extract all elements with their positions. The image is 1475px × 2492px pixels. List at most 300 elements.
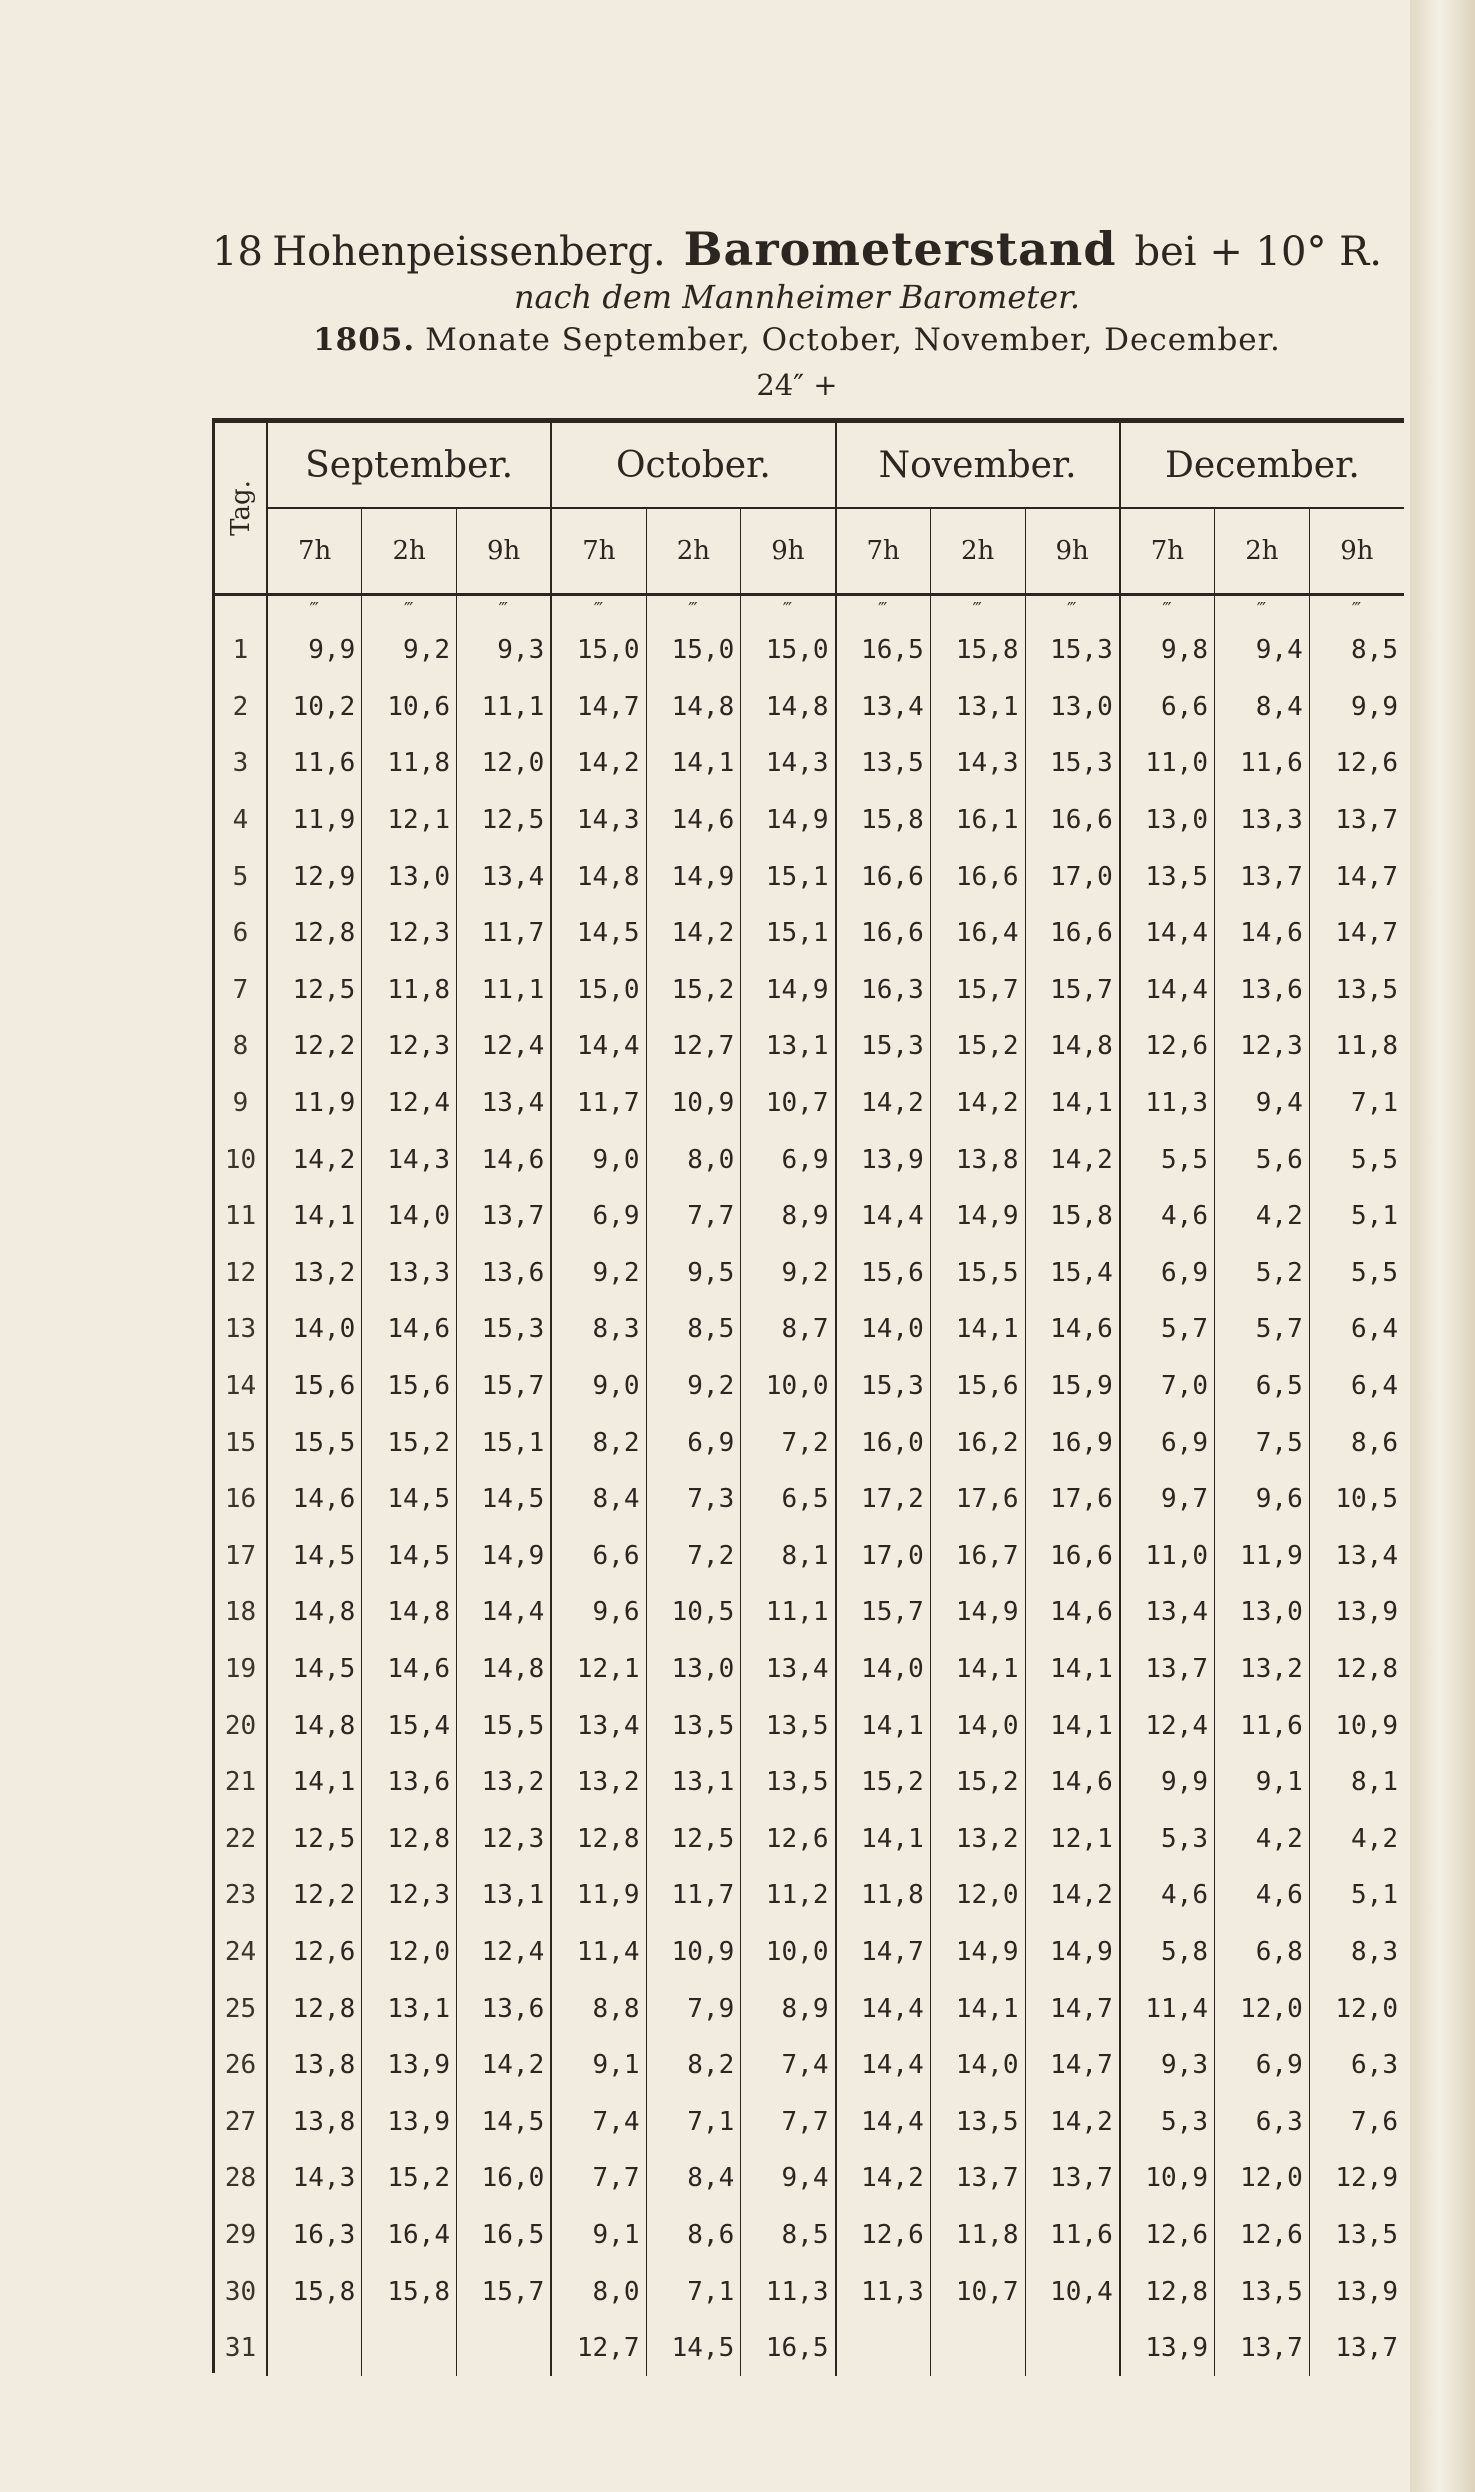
pressure-value: 15,3 — [1025, 735, 1120, 792]
pressure-value: 12,1 — [1025, 1810, 1120, 1867]
pressure-value: 12,8 — [1309, 1641, 1404, 1698]
pressure-value: 14,9 — [1025, 1924, 1120, 1981]
pressure-value: 9,2 — [362, 622, 457, 679]
pressure-value: 9,9 — [1309, 679, 1404, 736]
pressure-value: 13,9 — [836, 1131, 931, 1188]
table-row — [215, 1641, 1404, 1698]
day-number: 6 — [232, 918, 249, 949]
pressure-value: 14,2 — [267, 1131, 362, 1188]
pressure-value: 13,9 — [1309, 1584, 1404, 1641]
pressure-value: 4,6 — [1120, 1188, 1215, 1245]
pressure-value: 15,8 — [362, 2263, 457, 2320]
pressure-value: 14,1 — [836, 1810, 931, 1867]
pressure-value: 14,9 — [741, 962, 836, 1019]
pressure-value: 14,4 — [1120, 905, 1215, 962]
pressure-value: 14,4 — [836, 2037, 931, 2094]
pressure-value: 13,4 — [457, 1075, 552, 1132]
pressure-value: 14,2 — [1025, 1131, 1120, 1188]
table-row — [215, 2263, 1404, 2320]
month-header: November. — [836, 423, 1120, 508]
pressure-value: 15,3 — [836, 1018, 931, 1075]
pressure-value: 14,6 — [646, 792, 741, 849]
pressure-value: 12,5 — [646, 1810, 741, 1867]
day-number: 15 — [224, 1427, 257, 1458]
pressure-value: 15,1 — [741, 848, 836, 905]
hour-header: 9h — [1309, 508, 1404, 595]
pressure-value: 7,0 — [1120, 1358, 1215, 1415]
pressure-value — [457, 2320, 552, 2377]
pressure-value: 12,4 — [362, 1075, 457, 1132]
pressure-value: 16,3 — [267, 2207, 362, 2264]
pressure-value: 11,8 — [362, 962, 457, 1019]
pressure-value: 14,7 — [1309, 905, 1404, 962]
pressure-value: 12,6 — [267, 1924, 362, 1981]
day-number: 12 — [224, 1257, 257, 1288]
pressure-value: 8,1 — [741, 1528, 836, 1585]
pressure-value: 13,5 — [741, 1754, 836, 1811]
pressure-value: 10,5 — [646, 1584, 741, 1641]
pressure-value: 13,0 — [646, 1641, 741, 1698]
pressure-value: 13,7 — [457, 1188, 552, 1245]
pressure-value: 10,6 — [362, 679, 457, 736]
pressure-value: 8,6 — [1309, 1414, 1404, 1471]
period-line — [212, 322, 1382, 358]
pressure-value: 14,2 — [930, 1075, 1025, 1132]
pressure-value: 16,6 — [1025, 792, 1120, 849]
pressure-value: 13,7 — [1215, 2320, 1310, 2377]
pressure-value: 14,8 — [646, 679, 741, 736]
pressure-value: 12,7 — [551, 2320, 646, 2377]
pressure-value: 4,2 — [1215, 1810, 1310, 1867]
pressure-value: 12,1 — [362, 792, 457, 849]
pressure-value: 4,2 — [1309, 1810, 1404, 1867]
pressure-value: 6,5 — [1215, 1358, 1310, 1415]
pressure-value: 5,1 — [1309, 1867, 1404, 1924]
pressure-value: 9,6 — [1215, 1471, 1310, 1528]
pressure-value: 13,8 — [267, 2037, 362, 2094]
pressure-value: 4,6 — [1215, 1867, 1310, 1924]
day-number: 9 — [232, 1088, 249, 1119]
day-number: 1 — [232, 635, 249, 666]
pressure-value: 14,7 — [551, 679, 646, 736]
day-number: 18 — [224, 1597, 257, 1628]
table-row — [215, 1528, 1404, 1585]
pressure-value: 16,5 — [741, 2320, 836, 2377]
pressure-value: 5,5 — [1120, 1131, 1215, 1188]
pressure-value: 7,4 — [741, 2037, 836, 2094]
pressure-value: 8,5 — [646, 1301, 741, 1358]
unit-mark: ‴ — [457, 595, 552, 623]
pressure-value: 16,4 — [930, 905, 1025, 962]
hour-header: 9h — [1025, 508, 1120, 595]
pressure-value: 14,4 — [551, 1018, 646, 1075]
pressure-value: 14,0 — [267, 1301, 362, 1358]
pressure-value: 14,7 — [1025, 2037, 1120, 2094]
pressure-value: 8,3 — [551, 1301, 646, 1358]
pressure-value: 7,3 — [646, 1471, 741, 1528]
pressure-value: 14,5 — [362, 1528, 457, 1585]
pressure-value: 13,5 — [646, 1697, 741, 1754]
table-row — [215, 2207, 1404, 2264]
pressure-value: 14,6 — [1025, 1754, 1120, 1811]
pressure-value: 15,0 — [741, 622, 836, 679]
table-row — [215, 1754, 1404, 1811]
pressure-value: 5,3 — [1120, 1810, 1215, 1867]
pressure-value: 14,1 — [1025, 1641, 1120, 1698]
pressure-value: 13,9 — [362, 2093, 457, 2150]
pressure-value: 13,1 — [930, 679, 1025, 736]
pressure-value: 14,3 — [930, 735, 1025, 792]
day-number: 16 — [224, 1484, 257, 1515]
pressure-value: 12,8 — [267, 905, 362, 962]
pressure-value: 10,0 — [741, 1358, 836, 1415]
pressure-value: 16,9 — [1025, 1414, 1120, 1471]
pressure-value: 6,4 — [1309, 1358, 1404, 1415]
pressure-value: 9,9 — [1120, 1754, 1215, 1811]
pressure-value: 5,7 — [1120, 1301, 1215, 1358]
day-number: 24 — [224, 1936, 257, 1967]
pressure-value: 4,2 — [1215, 1188, 1310, 1245]
unit-mark: ‴ — [362, 595, 457, 623]
pressure-value: 6,9 — [1120, 1245, 1215, 1302]
pressure-value: 8,7 — [741, 1301, 836, 1358]
pressure-value: 14,2 — [836, 2150, 931, 2207]
pressure-value: 14,3 — [267, 2150, 362, 2207]
pressure-value: 13,5 — [1215, 2263, 1310, 2320]
table-row — [215, 1980, 1404, 2037]
pressure-value: 14,1 — [267, 1754, 362, 1811]
year: 1805. — [313, 322, 416, 358]
pressure-value: 14,8 — [267, 1697, 362, 1754]
table-row — [215, 1924, 1404, 1981]
pressure-value: 8,8 — [551, 1980, 646, 2037]
pressure-value: 12,5 — [457, 792, 552, 849]
pressure-value: 15,2 — [362, 1414, 457, 1471]
pressure-value: 13,4 — [1120, 1584, 1215, 1641]
pressure-value: 13,3 — [362, 1245, 457, 1302]
pressure-value: 14,8 — [551, 848, 646, 905]
pressure-value: 13,7 — [1120, 1641, 1215, 1698]
day-number: 7 — [232, 974, 249, 1005]
pressure-value: 14,1 — [836, 1697, 931, 1754]
pressure-value: 6,9 — [551, 1188, 646, 1245]
pressure-value: 12,4 — [1120, 1697, 1215, 1754]
pressure-value: 15,6 — [267, 1358, 362, 1415]
pressure-value: 11,1 — [741, 1584, 836, 1641]
pressure-value: 16,1 — [930, 792, 1025, 849]
pressure-value: 9,5 — [646, 1245, 741, 1302]
page-edge — [1410, 0, 1475, 2492]
pressure-value: 15,9 — [1025, 1358, 1120, 1415]
pressure-value: 12,8 — [1120, 2263, 1215, 2320]
pressure-value: 6,3 — [1215, 2093, 1310, 2150]
pressure-value: 10,9 — [1309, 1697, 1404, 1754]
pressure-value: 12,6 — [1120, 1018, 1215, 1075]
pressure-value: 11,8 — [930, 2207, 1025, 2264]
pressure-value: 7,7 — [646, 1188, 741, 1245]
pressure-value: 9,3 — [1120, 2037, 1215, 2094]
pressure-value: 14,5 — [267, 1641, 362, 1698]
pressure-value: 11,7 — [646, 1867, 741, 1924]
pressure-value: 12,0 — [362, 1924, 457, 1981]
month-header: October. — [551, 423, 835, 508]
day-number: 10 — [224, 1144, 257, 1175]
pressure-value: 9,3 — [457, 622, 552, 679]
pressure-value: 14,4 — [836, 1188, 931, 1245]
pressure-value: 15,2 — [646, 962, 741, 1019]
pressure-value: 14,5 — [646, 2320, 741, 2377]
pressure-value: 15,8 — [930, 622, 1025, 679]
pressure-value: 14,2 — [457, 2037, 552, 2094]
hour-header: 7h — [1120, 508, 1215, 595]
pressure-value: 17,2 — [836, 1471, 931, 1528]
unit-mark: ‴ — [646, 595, 741, 623]
pressure-value: 14,6 — [1025, 1301, 1120, 1358]
pressure-value: 12,6 — [1215, 2207, 1310, 2264]
pressure-value: 11,9 — [267, 792, 362, 849]
pressure-value: 6,6 — [551, 1528, 646, 1585]
pressure-value: 9,6 — [551, 1584, 646, 1641]
day-number: 22 — [224, 1823, 257, 1854]
pressure-value: 5,6 — [1215, 1131, 1310, 1188]
pressure-value: 12,3 — [1215, 1018, 1310, 1075]
table-row — [215, 679, 1404, 736]
pressure-value: 11,3 — [836, 2263, 931, 2320]
table-row — [215, 1697, 1404, 1754]
pressure-value: 14,8 — [457, 1641, 552, 1698]
day-number: 14 — [224, 1371, 257, 1402]
pressure-value: 14,1 — [1025, 1697, 1120, 1754]
pressure-value: 17,0 — [1025, 848, 1120, 905]
pressure-value: 10,9 — [1120, 2150, 1215, 2207]
pressure-value: 12,7 — [646, 1018, 741, 1075]
pressure-value: 14,6 — [1215, 905, 1310, 962]
pressure-value: 12,0 — [457, 735, 552, 792]
pressure-value: 9,1 — [1215, 1754, 1310, 1811]
unit-mark: ‴ — [930, 595, 1025, 623]
pressure-value: 13,5 — [1309, 962, 1404, 1019]
pressure-value: 14,9 — [930, 1924, 1025, 1981]
unit-mark: ‴ — [741, 595, 836, 623]
hour-header: 2h — [930, 508, 1025, 595]
pressure-value: 11,6 — [1025, 2207, 1120, 2264]
pressure-value: 14,5 — [551, 905, 646, 962]
pressure-value: 16,2 — [930, 1414, 1025, 1471]
pressure-value: 14,2 — [1025, 2093, 1120, 2150]
pressure-value — [267, 2320, 362, 2377]
page-number: 18 — [212, 229, 263, 275]
pressure-value: 5,5 — [1309, 1131, 1404, 1188]
pressure-value: 9,2 — [741, 1245, 836, 1302]
pressure-value: 9,4 — [1215, 622, 1310, 679]
pressure-value: 11,7 — [551, 1075, 646, 1132]
pressure-value: 16,5 — [836, 622, 931, 679]
table-row — [215, 1358, 1404, 1415]
pressure-value: 14,0 — [836, 1301, 931, 1358]
pressure-value: 15,3 — [457, 1301, 552, 1358]
pressure-value: 15,4 — [1025, 1245, 1120, 1302]
pressure-value: 12,9 — [267, 848, 362, 905]
day-header: Tag. — [215, 423, 267, 595]
table-row — [215, 1245, 1404, 1302]
day-number: 29 — [224, 2219, 257, 2250]
day-number: 4 — [232, 805, 249, 836]
pressure-value: 14,6 — [267, 1471, 362, 1528]
pressure-value: 15,6 — [836, 1245, 931, 1302]
pressure-value: 6,9 — [1120, 1414, 1215, 1471]
pressure-value: 8,9 — [741, 1188, 836, 1245]
pressure-value: 14,3 — [551, 792, 646, 849]
pressure-value: 6,9 — [741, 1131, 836, 1188]
pressure-value: 15,8 — [1025, 1188, 1120, 1245]
day-number: 26 — [224, 2050, 257, 2081]
day-number: 2 — [232, 691, 249, 722]
pressure-value: 14,1 — [1025, 1075, 1120, 1132]
pressure-value: 13,1 — [741, 1018, 836, 1075]
pressure-value: 13,8 — [930, 1131, 1025, 1188]
pressure-value: 6,9 — [646, 1414, 741, 1471]
pressure-value: 14,3 — [362, 1131, 457, 1188]
pressure-value: 7,9 — [646, 1980, 741, 2037]
pressure-value: 12,5 — [267, 962, 362, 1019]
pressure-value: 5,5 — [1309, 1245, 1404, 1302]
pressure-value: 10,0 — [741, 1924, 836, 1981]
pressure-value: 14,0 — [836, 1641, 931, 1698]
pressure-value: 14,2 — [551, 735, 646, 792]
pressure-value: 13,0 — [1215, 1584, 1310, 1641]
pressure-value: 7,7 — [551, 2150, 646, 2207]
table-row — [215, 1584, 1404, 1641]
pressure-value: 9,1 — [551, 2207, 646, 2264]
pressure-value: 15,2 — [930, 1754, 1025, 1811]
table-row — [215, 1471, 1404, 1528]
pressure-value: 13,5 — [1309, 2207, 1404, 2264]
pressure-value: 13,2 — [930, 1810, 1025, 1867]
day-number: 17 — [224, 1540, 257, 1571]
hour-header: 7h — [551, 508, 646, 595]
pressure-value: 17,6 — [930, 1471, 1025, 1528]
pressure-value: 15,7 — [457, 1358, 552, 1415]
hour-header: 7h — [836, 508, 931, 595]
pressure-value: 14,2 — [1025, 1867, 1120, 1924]
pressure-value: 11,8 — [362, 735, 457, 792]
pressure-value: 8,0 — [646, 1131, 741, 1188]
pressure-value: 13,7 — [1309, 2320, 1404, 2377]
pressure-value: 11,4 — [551, 1924, 646, 1981]
pressure-value: 12,0 — [1215, 1980, 1310, 2037]
table-row — [215, 2150, 1404, 2207]
pressure-value: 14,4 — [836, 2093, 931, 2150]
pressure-value: 13,6 — [1215, 962, 1310, 1019]
pressure-value: 13,2 — [457, 1754, 552, 1811]
pressure-value: 7,2 — [741, 1414, 836, 1471]
table-row — [215, 792, 1404, 849]
pressure-value: 7,7 — [741, 2093, 836, 2150]
pressure-value: 15,3 — [836, 1358, 931, 1415]
pressure-value: 8,2 — [646, 2037, 741, 2094]
pressure-value: 15,0 — [646, 622, 741, 679]
table-row — [215, 2093, 1404, 2150]
pressure-value: 9,0 — [551, 1131, 646, 1188]
pressure-value: 6,4 — [1309, 1301, 1404, 1358]
pressure-value: 13,1 — [457, 1867, 552, 1924]
pressure-value: 14,4 — [457, 1584, 552, 1641]
pressure-value: 17,6 — [1025, 1471, 1120, 1528]
pressure-value: 13,9 — [1309, 2263, 1404, 2320]
pressure-value: 15,6 — [930, 1358, 1025, 1415]
table-row — [215, 622, 1404, 679]
pressure-value: 14,4 — [836, 1980, 931, 2037]
pressure-value: 15,7 — [1025, 962, 1120, 1019]
pressure-value: 15,8 — [836, 792, 931, 849]
pressure-value: 9,7 — [1120, 1471, 1215, 1528]
pressure-value: 14,0 — [930, 2037, 1025, 2094]
table-row — [215, 2320, 1404, 2377]
pressure-value: 9,9 — [267, 622, 362, 679]
pressure-value: 14,0 — [930, 1697, 1025, 1754]
pressure-value: 16,6 — [1025, 1528, 1120, 1585]
pressure-value: 13,0 — [362, 848, 457, 905]
pressure-value: 13,6 — [362, 1754, 457, 1811]
pressure-value: 14,5 — [457, 2093, 552, 2150]
pressure-value: 8,6 — [646, 2207, 741, 2264]
pressure-value: 9,4 — [741, 2150, 836, 2207]
pressure-value: 8,4 — [1215, 679, 1310, 736]
pressure-value: 10,2 — [267, 679, 362, 736]
pressure-value: 12,3 — [362, 1018, 457, 1075]
pressure-value: 11,6 — [1215, 735, 1310, 792]
unit-mark: ‴ — [1120, 595, 1215, 623]
pressure-value: 16,6 — [930, 848, 1025, 905]
pressure-value: 16,6 — [1025, 905, 1120, 962]
pressure-value: 12,2 — [267, 1867, 362, 1924]
table-row — [215, 1131, 1404, 1188]
unit-mark: ‴ — [267, 595, 362, 623]
pressure-value: 13,7 — [1309, 792, 1404, 849]
day-number: 20 — [224, 1710, 257, 1741]
pressure-value: 6,3 — [1309, 2037, 1404, 2094]
pressure-value: 8,9 — [741, 1980, 836, 2037]
unit-mark: ‴ — [551, 595, 646, 623]
pressure-value: 13,2 — [551, 1754, 646, 1811]
pressure-value: 8,4 — [646, 2150, 741, 2207]
pressure-value: 16,3 — [836, 962, 931, 1019]
pressure-value: 14,7 — [1025, 1980, 1120, 2037]
pressure-value: 16,4 — [362, 2207, 457, 2264]
pressure-value: 12,1 — [551, 1641, 646, 1698]
table-row — [215, 1414, 1404, 1471]
pressure-value: 13,1 — [646, 1754, 741, 1811]
pressure-value: 11,9 — [267, 1075, 362, 1132]
pressure-value: 7,4 — [551, 2093, 646, 2150]
pressure-value: 16,0 — [836, 1414, 931, 1471]
pressure-value: 16,6 — [836, 848, 931, 905]
pressure-value — [930, 2320, 1025, 2377]
base-value: 24″ + — [756, 368, 838, 402]
pressure-value: 14,9 — [457, 1528, 552, 1585]
table-row — [215, 1301, 1404, 1358]
pressure-value: 12,5 — [267, 1810, 362, 1867]
pressure-value: 14,6 — [362, 1641, 457, 1698]
pressure-value: 15,5 — [457, 1697, 552, 1754]
pressure-value: 7,1 — [646, 2263, 741, 2320]
pressure-value: 12,4 — [457, 1924, 552, 1981]
pressure-value: 13,3 — [1215, 792, 1310, 849]
pressure-value: 15,0 — [551, 962, 646, 1019]
table-row — [215, 1188, 1404, 1245]
pressure-value: 10,5 — [1309, 1471, 1404, 1528]
table-row — [215, 962, 1404, 1019]
